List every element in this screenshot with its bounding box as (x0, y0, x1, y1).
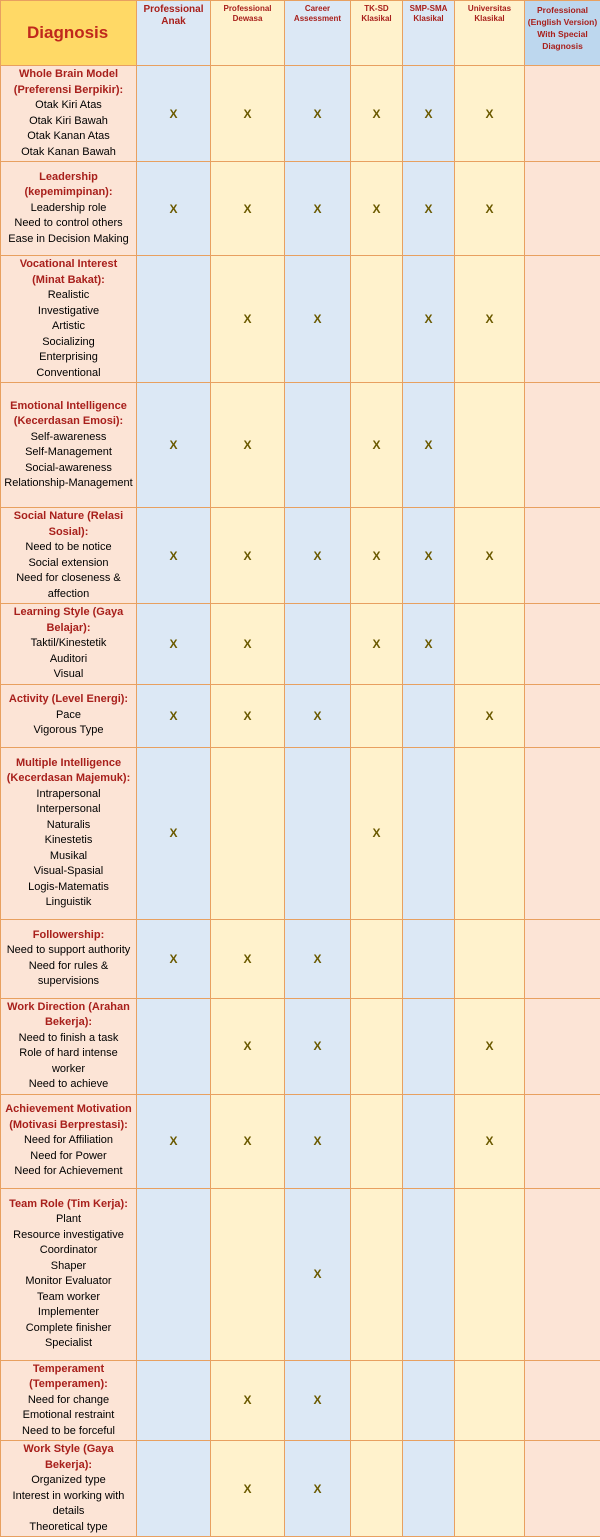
check-mark-cell (525, 1360, 600, 1441)
check-mark-cell: X (403, 383, 455, 508)
check-mark-cell (455, 383, 525, 508)
check-mark-cell: X (211, 684, 285, 747)
check-mark-cell (211, 1188, 285, 1360)
check-mark-cell: X (285, 1188, 351, 1360)
diagnosis-label (1, 919, 137, 998)
diagnosis-item: Kinestetis (44, 834, 93, 846)
check-mark-cell: X (351, 747, 403, 919)
diagnosis-item: Vigorous Type (33, 724, 104, 737)
check-mark-cell (285, 604, 351, 685)
diagnosis-item: Complete finisher (25, 1321, 112, 1334)
check-mark-cell: X (137, 684, 211, 747)
check-mark-cell (525, 1094, 600, 1188)
diagnosis-item: Need for Power (30, 1149, 107, 1162)
check-mark-cell: X (137, 604, 211, 685)
check-mark-cell (403, 1441, 455, 1537)
table-title: Diagnosis (1, 1, 137, 66)
check-mark-cell: X (285, 162, 351, 256)
diagnosis-item: Need for Affiliation (23, 1134, 114, 1147)
diagnosis-item: Self-awareness (30, 430, 107, 443)
check-mark-cell (455, 604, 525, 685)
diagnosis-label (1, 604, 137, 685)
check-mark-cell (137, 1188, 211, 1360)
check-mark-cell: X (285, 919, 351, 998)
column-header: Professional Dewasa (211, 1, 285, 66)
check-mark-cell (351, 1360, 403, 1441)
check-mark-cell (351, 256, 403, 383)
check-mark-cell (455, 1441, 525, 1537)
check-mark-cell (525, 684, 600, 747)
check-mark-cell: X (455, 162, 525, 256)
check-mark-cell (525, 256, 600, 383)
check-mark-cell: X (285, 1360, 351, 1441)
check-mark-cell (455, 1188, 525, 1360)
diagnosis-label (1, 508, 137, 604)
diagnosis-title: Whole Brain Model (Preferensi Berpikir): (13, 68, 124, 96)
diagnosis-item: Theoretical type (29, 1520, 108, 1533)
check-mark-cell: X (285, 66, 351, 162)
diagnosis-item: Role of hard intense worker (19, 1047, 118, 1075)
table-row (1, 383, 600, 508)
column-header: Career Assessment (285, 1, 351, 66)
diagnosis-title: Social Nature (Relasi Sosial): (13, 510, 124, 538)
check-mark-cell (455, 1360, 525, 1441)
check-mark-cell: X (403, 508, 455, 604)
diagnosis-item: Need for change (27, 1393, 110, 1406)
diagnosis-item: Self-Management (25, 446, 112, 458)
check-mark-cell: X (137, 162, 211, 256)
check-mark-cell: X (211, 604, 285, 685)
diagnosis-item: Need to be notice (25, 541, 112, 553)
diagnosis-title: Achievement Motivation (Motivasi Berprestasi): (5, 1103, 132, 1131)
check-mark-cell: X (211, 256, 285, 383)
check-mark-cell (403, 919, 455, 998)
check-mark-cell (285, 383, 351, 508)
check-mark-cell (351, 684, 403, 747)
check-mark-cell: X (403, 604, 455, 685)
check-mark-cell: X (285, 1441, 351, 1537)
check-mark-cell (351, 919, 403, 998)
table-row (1, 684, 600, 747)
check-mark-cell: X (455, 684, 525, 747)
diagnosis-item: Organized type (31, 1474, 106, 1486)
check-mark-cell (351, 1441, 403, 1537)
diagnosis-item: Need for Achievement (14, 1165, 123, 1178)
diagnosis-item: Emotional restraint (22, 1409, 115, 1421)
check-mark-cell (525, 1441, 600, 1537)
check-mark-cell: X (137, 508, 211, 604)
diagnosis-item: Monitor Evaluator (25, 1275, 112, 1287)
diagnosis-item: Interest in working with details (12, 1489, 125, 1517)
check-mark-cell: X (137, 919, 211, 998)
diagnosis-item: Musikal (49, 849, 88, 862)
check-mark-cell: X (137, 747, 211, 919)
column-header: Universitas Klasikal (455, 1, 525, 66)
table-row (1, 66, 600, 162)
check-mark-cell: X (211, 1360, 285, 1441)
diagnosis-item: Shaper (50, 1259, 87, 1272)
diagnosis-item: Implementer (37, 1306, 100, 1318)
header-row (1, 1, 600, 66)
diagnosis-item: Social-awareness (25, 461, 112, 474)
diagnosis-label (1, 684, 137, 747)
check-mark-cell: X (351, 162, 403, 256)
column-header: Professional Anak (137, 1, 211, 66)
check-mark-cell (403, 1094, 455, 1188)
diagnosis-label (1, 383, 137, 508)
check-mark-cell (525, 604, 600, 685)
check-mark-cell: X (211, 998, 285, 1094)
diagnosis-item: Specialist (44, 1337, 93, 1349)
check-mark-cell: X (351, 508, 403, 604)
diagnosis-label (1, 162, 137, 256)
check-mark-cell: X (455, 1094, 525, 1188)
check-mark-cell (455, 747, 525, 919)
check-mark-cell (285, 747, 351, 919)
diagnosis-item: Interpersonal (36, 803, 101, 815)
check-mark-cell: X (285, 256, 351, 383)
diagnosis-item: Need to support authority (6, 944, 131, 956)
table-row (1, 1188, 600, 1360)
diagnosis-item: Investigative (37, 304, 100, 317)
diagnosis-item: Need for rules & supervisions (28, 959, 109, 987)
table-row (1, 508, 600, 604)
check-mark-cell: X (137, 66, 211, 162)
check-mark-cell: X (455, 998, 525, 1094)
diagnosis-item: Plant (55, 1213, 82, 1225)
diagnosis-title: Vocational Interest (Minat Bakat): (19, 258, 118, 286)
check-mark-cell (137, 998, 211, 1094)
diagnosis-item: Relationship-Management (4, 477, 133, 489)
diagnosis-title: Emotional Intelligence (Kecerdasan Emosi): (10, 399, 127, 427)
column-header: SMP-SMA Klasikal (403, 1, 455, 66)
diagnosis-item: Ease in Decision Making (8, 232, 129, 245)
diagnosis-title: Activity (Level Energi): (8, 693, 129, 706)
check-mark-cell (351, 998, 403, 1094)
check-mark-cell (525, 919, 600, 998)
diagnosis-title: Work Direction (Arahan Bekerja): (7, 1000, 130, 1028)
diagnosis-item: Visual-Spasial (33, 865, 104, 877)
table-row (1, 162, 600, 256)
check-mark-cell: X (211, 1441, 285, 1537)
check-mark-cell (403, 1360, 455, 1441)
check-mark-cell (137, 1441, 211, 1537)
table-row (1, 1441, 600, 1537)
table-row (1, 604, 600, 685)
check-mark-cell: X (403, 66, 455, 162)
diagnosis-item: Need to finish a task (18, 1031, 119, 1044)
diagnosis-title: Learning Style (Gaya Belajar): (13, 606, 124, 634)
diagnosis-item: Linguistik (45, 896, 92, 908)
check-mark-cell: X (285, 998, 351, 1094)
table-row (1, 1094, 600, 1188)
check-mark-cell (525, 383, 600, 508)
diagnosis-item: Taktil/Kinestetik (30, 637, 107, 649)
diagnosis-item: Artistic (52, 320, 85, 332)
diagnosis-title: Team Role (Tim Kerja): (9, 1197, 128, 1210)
check-mark-cell: X (403, 162, 455, 256)
check-mark-cell (525, 508, 600, 604)
diagnosis-title: Leadership (kepemimpinan): (24, 170, 113, 199)
check-mark-cell: X (211, 919, 285, 998)
diagnosis-item: Team worker (37, 1290, 100, 1303)
diagnosis-item: Visual (53, 668, 84, 680)
check-mark-cell (403, 1188, 455, 1360)
check-mark-cell: X (455, 66, 525, 162)
diagnosis-label (1, 66, 137, 162)
table-row (1, 1360, 600, 1441)
check-mark-cell (137, 256, 211, 383)
check-mark-cell (351, 1188, 403, 1360)
check-mark-cell (211, 747, 285, 919)
diagnosis-label (1, 998, 137, 1094)
diagnosis-item: Naturalis (46, 818, 91, 831)
diagnosis-item: Pace (55, 708, 82, 721)
diagnosis-item: Resource investigative (13, 1228, 124, 1241)
check-mark-cell: X (137, 1094, 211, 1188)
diagnosis-label (1, 256, 137, 383)
diagnosis-item: Enterprising (39, 351, 98, 363)
diagnosis-item: Need for closeness & affection (16, 572, 121, 600)
column-header: TK-SD Klasikal (351, 1, 403, 66)
diagnosis-item: Socializing (42, 335, 95, 348)
check-mark-cell (525, 162, 600, 256)
check-mark-cell (403, 747, 455, 919)
check-mark-cell: X (455, 256, 525, 383)
column-header: Professional (English Version) With Special Diagnosis (525, 1, 600, 66)
check-mark-cell (525, 66, 600, 162)
check-mark-cell (455, 919, 525, 998)
diagnosis-title: Work Style (Gaya Bekerja): (23, 1443, 114, 1471)
diagnosis-item: Otak Kiri Bawah (29, 114, 108, 127)
diagnosis-item: Leadership role (30, 201, 107, 214)
check-mark-cell: X (211, 66, 285, 162)
diagnosis-item: Otak Kiri Atas (35, 99, 102, 111)
diagnosis-item: Intrapersonal (36, 787, 101, 800)
diagnosis-label (1, 1441, 137, 1537)
diagnosis-item: Auditori (49, 652, 88, 665)
diagnosis-item: Otak Kanan Atas (27, 130, 110, 142)
diagnosis-title: Temperament (Temperamen): (29, 1362, 108, 1390)
check-mark-cell: X (211, 1094, 285, 1188)
check-mark-cell: X (285, 508, 351, 604)
check-mark-cell: X (351, 66, 403, 162)
check-mark-cell (137, 1360, 211, 1441)
check-mark-cell: X (403, 256, 455, 383)
check-mark-cell: X (211, 162, 285, 256)
diagnosis-item: Need to be forceful (22, 1424, 115, 1437)
check-mark-cell (351, 1094, 403, 1188)
diagnosis-title: Multiple Intelligence (Kecerdasan Majemuk): (6, 756, 131, 784)
diagnosis-label (1, 1360, 137, 1441)
diagnosis-item: Realistic (47, 289, 90, 301)
check-mark-cell (403, 998, 455, 1094)
check-mark-cell: X (211, 508, 285, 604)
table-row (1, 998, 600, 1094)
diagnosis-item: Conventional (36, 366, 101, 379)
check-mark-cell (525, 998, 600, 1094)
check-mark-cell: X (285, 684, 351, 747)
diagnosis-label (1, 1188, 137, 1360)
check-mark-cell: X (455, 508, 525, 604)
check-mark-cell (525, 1188, 600, 1360)
diagnosis-title: Followership: (32, 928, 105, 941)
check-mark-cell: X (351, 383, 403, 508)
diagnosis-item: Logis-Matematis (28, 880, 109, 893)
check-mark-cell (403, 684, 455, 747)
diagnosis-item: Coordinator (39, 1244, 98, 1256)
table-row (1, 919, 600, 998)
check-mark-cell: X (211, 383, 285, 508)
diagnosis-label (1, 747, 137, 919)
check-mark-cell: X (285, 1094, 351, 1188)
check-mark-cell: X (137, 383, 211, 508)
diagnosis-item: Otak Kanan Bawah (21, 145, 116, 158)
diagnosis-item: Need to achieve (28, 1078, 109, 1090)
diagnosis-label (1, 1094, 137, 1188)
table-row (1, 747, 600, 919)
diagnosis-item: Social extension (28, 556, 109, 569)
diagnosis-item: Need to control others (14, 217, 123, 230)
check-mark-cell (525, 747, 600, 919)
table-row (1, 256, 600, 383)
check-mark-cell: X (351, 604, 403, 685)
